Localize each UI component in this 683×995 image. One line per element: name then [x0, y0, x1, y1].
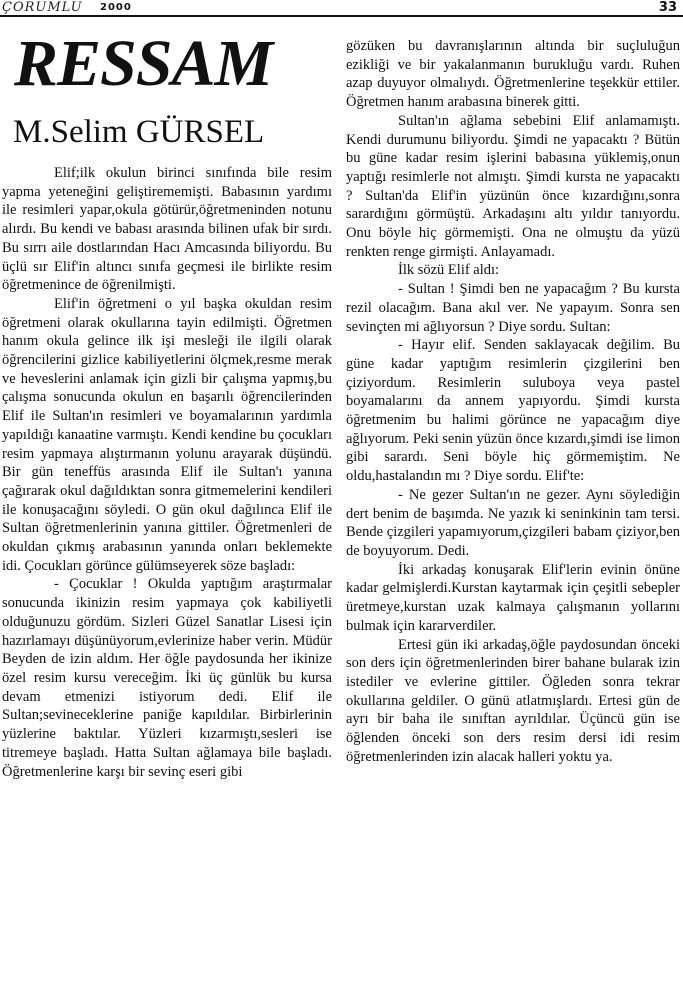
paragraph: Ertesi gün iki arkadaş,öğle paydosundan önceki son ders için öğretmenlerinden birer bahane bularak izin istediler ve evlerine gittiler. Öğleden sonra tekrar okullarına geldiler. O günü atlatmışlardı. Ertesi gün de ayrı bir baha ile sınıftan ayrıldılar. Üçüncü gün ise öğlenden önceki son ders resim dersi idi resim öğretmenlerinden izin alacak halleri yoktu ya.: [346, 636, 680, 765]
left-column: [2, 164, 332, 781]
issue-year: 2000: [100, 2, 132, 13]
page-header: [0, 0, 683, 16]
right-column: [346, 37, 680, 766]
page-number: 33: [658, 0, 677, 15]
header-rule: [0, 15, 683, 17]
paragraph: gözüken bu davranışlarının altında bir suçluluğun ezikliği ve bir yakalanmanın burukluğu vardı. Ruhen azap duyuyor olmalıydı. Öğretmenlerine teşekkür ettiler. Öğretmen hanım arabasına binerek gitti.: [346, 38, 680, 111]
magazine-logo: ÇORUMLU: [2, 0, 83, 15]
paragraph: Elif'in öğretmeni o yıl başka okuldan resim öğretmeni olarak okullarına tayin edilmişti. Öğretmen hanım okula gelince ilk işi mesleği ile ilgili olarak öğrencilerini gizlice kabiliyetlerini ölçmek,resme merak ve heveslerini anlamak için gizli bir çalışma yapmış,bu çalışma sonucunda okulun en başarılı öğrencilerinden Elif ile Sultan'ın resimleri ve boyamalarının yardımla yapıldığı kanaatine varmıştı. Kendi kendine bu çocukları resim yapmaya alıştırmanın yolunu arayarak düşündü. Bir gün teneffüs arasında Elif ile Sultan'ı yanına çağırarak okul dağıldıktan sonra gitmemelerini kendileri ile konuşacağını söyledi. O gün okul dağılınca Elif ile Sultan öğretmenlerinin yanına gittiler. Öğretmenleri de okuldan çıkmış arabasının yanında onları beklemekte idi. Çocukları görünce gülümseyerek söze başladı:: [2, 295, 332, 574]
paragraph: - Ne gezer Sultan'ın ne gezer. Aynı söylediğin dert benim de başımda. Ne yazık ki seninkinin tam tersi. Bende çizgileri yapamıyorum,çizgileri babam çiziyor,ben de boyuyorum. Dedi.: [346, 486, 680, 559]
paragraph: Elif;ilk okulun birinci sınıfında bile resim yapma yeteneğini geliştirememişti. Babasının yardımı ile resimleri yapar,okula götürür,öğretmeninden notunu alırdı. Bu kendi ve babası arasında bilinen ufak bir sırdı. Bu sırrı aile dostlarından Hacı Amcasında biliyordu. Bu üçlü sır Elif'in altıncı sınıfa geçmesi ile birlikte resim öğretmenince de öğrenilmişti.: [2, 165, 332, 294]
paragraph: - Sultan ! Şimdi ben ne yapacağım ? Bu kursta rezil olacağım. Bana akıl ver. Ne yapayım. Sonra sen sevinçten mi ağlıyorsun ? Diye sordu. Sultan:: [346, 281, 680, 335]
paragraph: İlk sözü Elif aldı:: [398, 262, 500, 279]
paragraph: Sultan'ın ağlama sebebini Elif anlamamıştı. Kendi durumunu biliyordu. Şimdi ne yapacaktı ? Bütün bu güne kadar resim işlerini babasına yüklemiş,onun yaptığı resimlerle not almıştı. Şimdi kursta ne yapacaktı ? Sultan'da Elif'in yüzünün önce kızardığını,sonra sarardığını görmüştü. Arkadaşını altı yıldır tanıyordu. Onu böyle hiç görmemişti. Ona ne olmuştu da yüzü renkten renge girmişti. Anlayamadı.: [346, 112, 680, 260]
paragraph: - Hayır elif. Senden saklayacak değilim. Bu güne kadar yaptığım resimlerin çizgilerini ben çiziyordum. Resimlerin suluboya veya pastel boyamalarını da annem yapıyordu. Şimdi kursta öğretmenim bu halimi görünce ne yapacağım diye ağlıyorum. Peki senin yüzün önce kızardı,şimdi ise limon gibi sarardı. Seni böyle hiç görmemiştim. Ne oldu,hastalandın mı ? Diye sordu. Elif'te:: [346, 337, 680, 485]
paragraph: İki arkadaş konuşarak Elif'lerin evinin önüne kadar gelmişlerdi.Kurstan kaytarmak için çeşitli sebepler üretmeye,kurstan uzak kalmaya çalışmanın yollarını bulmak için kararverdiler.: [346, 561, 680, 634]
article-title: RESSAM: [14, 27, 273, 100]
paragraph: - Çocuklar ! Okulda yaptığım araştırmalar sonucunda ikinizin resim yapmaya çok kabiliyetli olduğunuzu gördüm. Sizleri Güzel Sanatlar Lisesi için hazırlamayı düşünüyorum,evlerinize haber verin. Müdür Beyden de izin aldım. Her öğle paydosunda her ikinize özel resim kursu vereceğim. İki üç günlük bu kursa devam etmenizi istiyorum dedi. Elif ile Sultan;sevineceklerine paniğe kapıldılar. Birbirlerinin yüzlerine baktılar. Yüzleri kızarmıştı,sesleri ise titremeye başladı. Hatta Sultan ağlamaya bile başladı. Öğretmenlerine karşı bir sevinç eseri gibi: [2, 576, 332, 780]
article-author: M.Selim GÜRSEL: [13, 114, 265, 150]
